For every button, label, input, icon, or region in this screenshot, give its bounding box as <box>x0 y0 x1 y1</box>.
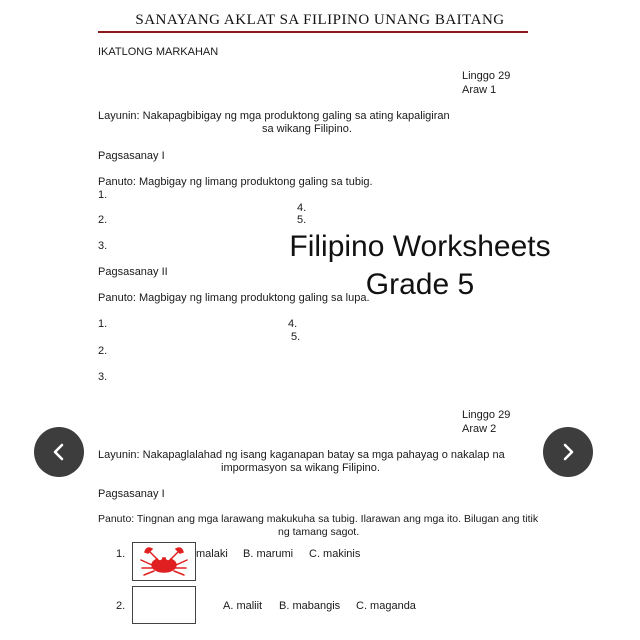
objective-day2-line2: impormasyon sa wikang Filipino. <box>221 462 380 474</box>
exercise-instruction: ng tamang sagot. <box>278 526 360 538</box>
exercise-title: Pagsasanay I <box>98 488 165 500</box>
crab-icon <box>133 543 195 580</box>
worksheet-title: SANAYANG AKLAT SA FILIPINO UNANG BAITANG <box>135 12 505 28</box>
next-button[interactable] <box>543 427 593 477</box>
answer-item: 3. <box>98 240 108 252</box>
exercise-title: Pagsasanay II <box>98 266 168 278</box>
objective-day2-line1: Layunin: Nakapaglalahad ng isang kaganapan batay sa mga pahayag o nakalap na <box>98 449 505 461</box>
objective-day1-line1: Layunin: Nakapagbibigay ng mga produktong galing sa ating kapaligiran <box>98 110 450 122</box>
chevron-left-icon <box>50 443 68 461</box>
chevron-right-icon <box>559 443 577 461</box>
question-picture-box <box>132 542 196 581</box>
overlay-line2: Grade 5 <box>365 268 475 301</box>
answer-item: 5. <box>297 214 307 226</box>
day-label-day1: Araw 1 <box>462 84 497 96</box>
week-label-day1: Linggo 29 <box>462 70 511 82</box>
answer-item: 4. <box>288 318 298 330</box>
question-picture-box <box>132 586 196 624</box>
answer-option[interactable]: A. maliit <box>223 600 263 612</box>
answer-item: 4. <box>297 202 307 214</box>
answer-item: 2. <box>98 345 108 357</box>
answer-option[interactable]: B. mabangis <box>279 600 341 612</box>
exercise-title: Pagsasanay I <box>98 150 165 162</box>
week-label-day2: Linggo 29 <box>462 409 511 421</box>
day-label-day2: Araw 2 <box>462 423 497 435</box>
answer-option[interactable]: C. makinis <box>309 548 361 560</box>
exercise-instruction: Panuto: Magbigay ng limang produktong galing sa lupa. <box>98 292 370 304</box>
objective-day1-line2: sa wikang Filipino. <box>262 123 352 135</box>
answer-item: 1. <box>98 189 108 201</box>
question-number: 2. <box>116 600 126 612</box>
header-divider <box>98 31 528 33</box>
answer-option[interactable]: C. maganda <box>356 600 416 612</box>
answer-item: 1. <box>98 318 108 330</box>
question-number: 1. <box>116 548 126 560</box>
answer-option[interactable]: B. marumi <box>243 548 294 560</box>
answer-item: 3. <box>98 371 108 383</box>
overlay-line1: Filipino Worksheets <box>289 230 551 263</box>
exercise-instruction: Panuto: Tingnan ang mga larawang makukuha sa tubig. Ilarawan ang mga ito. Bilugan ang titik <box>98 513 539 525</box>
answer-item: 5. <box>291 331 301 343</box>
overlay-title <box>270 228 570 304</box>
exercise-instruction: Panuto: Magbigay ng limang produktong galing sa tubig. <box>98 176 373 188</box>
answer-option[interactable]: malaki <box>196 548 228 560</box>
quarter-label: IKATLONG MARKAHAN <box>98 46 219 58</box>
answer-item: 2. <box>98 214 108 226</box>
previous-button[interactable] <box>34 427 84 477</box>
